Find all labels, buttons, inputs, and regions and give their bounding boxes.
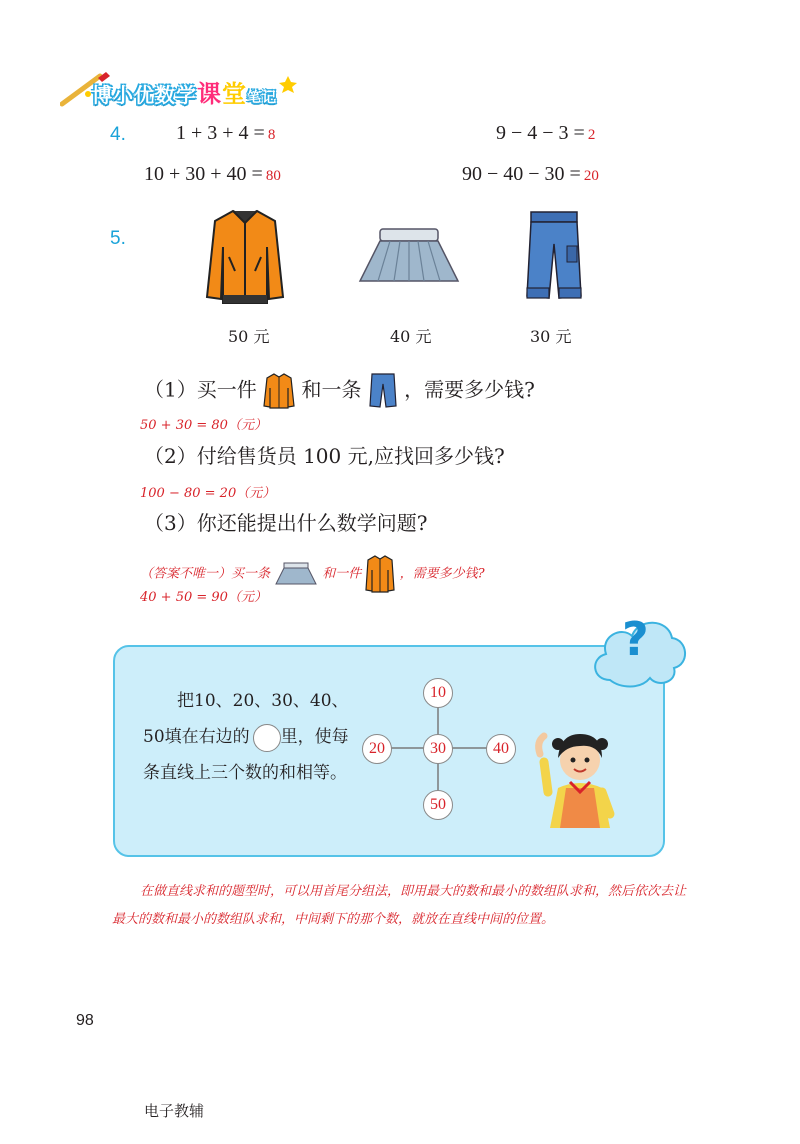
- jacket-icon: [365, 554, 395, 594]
- q5-sub2: （2）付给售货员 100 元,应找回多少钱?: [144, 444, 505, 468]
- q5-sub3-answer-question: （答案不唯一）买一条 和一件 ，需要多少钱?: [140, 554, 485, 594]
- q4-number: 4.: [110, 124, 126, 145]
- cross-left: 20: [362, 734, 392, 764]
- q5-sub3-answer: 40 + 50 = 90（元）: [140, 590, 267, 605]
- q5-sub2-answer: 100 − 80 = 20（元）: [140, 486, 276, 501]
- q5-sub1-answer: 50 + 30 = 80（元）: [140, 418, 267, 433]
- cross-top: 10: [423, 678, 453, 708]
- cross-center: 30: [423, 734, 453, 764]
- q4-equation-1: 1 + 3 + 4 = 8: [176, 122, 276, 144]
- question-mark: ?: [622, 612, 649, 666]
- footer-text: 电子教辅: [144, 1102, 205, 1120]
- q5-sub3: （3）你还能提出什么数学问题?: [144, 511, 428, 535]
- jacket-icon: [263, 372, 295, 410]
- jacket-image: [205, 207, 285, 312]
- puzzle-text: 把10、20、30、40、50填在右边的 里，使每条直线上三个数的和相等。: [143, 691, 349, 783]
- q4-equation-4: 90 − 40 − 30 = 20: [462, 163, 599, 185]
- logo-text: 博小优数学课堂笔记: [92, 80, 277, 108]
- cross-bottom: 50: [423, 790, 453, 820]
- pants-price: 30 元: [530, 327, 572, 346]
- skirt-icon: [274, 560, 318, 588]
- blank-circle-icon: [253, 724, 281, 752]
- pants-icon: [368, 372, 398, 410]
- skirt-price: 40 元: [390, 327, 432, 346]
- pants-image: [523, 210, 585, 305]
- q5-number: 5.: [110, 228, 126, 249]
- tip-text: 在做直线求和的题型时，可以用首尾分组法，即用最大的数和最小的数组队求和，然后依次去让最大的数和最小的数组队求和，中间剩下的那个数，就放在直线中间的位置。: [112, 884, 687, 927]
- cross-right: 40: [486, 734, 516, 764]
- girl-illustration: [530, 722, 630, 832]
- skirt-image: [358, 225, 460, 290]
- q5-sub1: （1）买一件 和一条 ，需要多少钱?: [144, 372, 535, 410]
- jacket-price: 50 元: [228, 327, 270, 346]
- q4-equation-2: 9 − 4 − 3 = 2: [496, 122, 596, 144]
- q4-equation-3: 10 + 30 + 40 = 80: [144, 163, 281, 185]
- page-number: 98: [76, 1012, 94, 1029]
